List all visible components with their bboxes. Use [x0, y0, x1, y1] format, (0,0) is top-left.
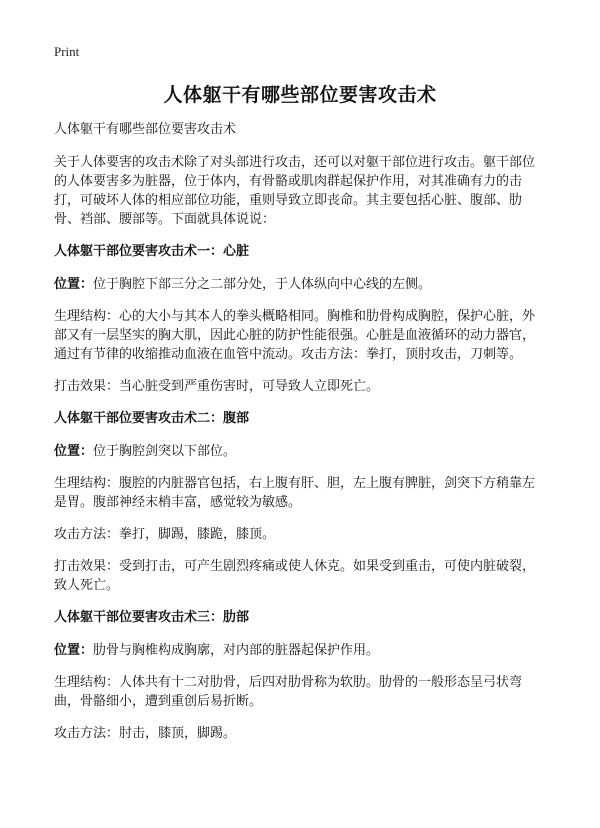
section-position-heart [54, 275, 546, 294]
section-effect-heart: 打击效果：当心脏受到严重伤害时，可导致人立即死亡。 [54, 379, 380, 394]
intro-paragraph: 关于人体要害的攻击术除了对头部进行攻击，还可以对躯干部位进行攻击。躯干部位的人体要害多为脏器，位于体内，有骨骼或肌肉群起保护作用，对其准确有力的击打，可破坏人体的相应部位功能，重则导致立即丧命。其主要包括心脏、腹部、肋骨、裆部、腰部等。下面就具体说说： [54, 155, 536, 227]
position-text: 肋骨与胸椎构成胸廓，对内部的脏器起保护作用。 [93, 643, 380, 658]
section-heading-ribs: 人体躯干部位要害攻击术三：肋部 [54, 610, 250, 625]
page-title: 人体躯干有哪些部位要害攻击术 [163, 84, 437, 106]
position-text: 位于胸腔剑突以下部位。 [93, 444, 237, 459]
print-link[interactable]: Print [54, 44, 80, 59]
position-label: 位置： [54, 277, 94, 292]
article-body [54, 120, 546, 756]
section-heading-heart: 人体躯干部位要害攻击术一：心脏 [54, 244, 250, 259]
section-heading-abdomen: 人体躯干部位要害攻击术二：腹部 [54, 411, 250, 426]
section-structure-heart: 生理结构：心的大小与其本人的拳头概略相同。胸椎和肋骨构成胸腔，保护心脏，外部又有一层坚实的胸大肌，因此心脏的防护性能很强。心脏是血液循环的动力器官，通过有节律的收缩推动血液在血管中流动。攻击方法：拳打，顶肘攻击，刀刺等。 [54, 309, 536, 362]
section-effect-abdomen: 打击效果：受到打击，可产生剧烈疼痛或使人休克。如果受到重击，可使内脏破裂，致人死亡。 [54, 559, 536, 593]
position-text: 位于胸腔下部三分之二部分处，于人体纵向中心线的左侧。 [93, 277, 432, 292]
section-position-abdomen [54, 442, 546, 461]
section-method-ribs: 攻击方法：肘击，膝顶，脚踢。 [54, 726, 237, 741]
position-label: 位置： [54, 444, 94, 459]
section-method-abdomen: 攻击方法：拳打，脚踢，膝跪，膝顶。 [54, 527, 276, 542]
position-label: 位置： [54, 643, 94, 658]
section-structure-ribs: 生理结构：人体共有十二对肋骨，后四对肋骨称为软肋。肋骨的一般形态呈弓状弯曲，骨骼细小，遭到重创后易折断。 [54, 675, 523, 709]
section-position-ribs [54, 641, 546, 660]
section-structure-abdomen: 生理结构：腹腔的内脏器官包括，右上腹有肝、胆，左上腹有脾脏，剑突下方稍靠左是胃。腹部神经末梢丰富，感觉较为敏感。 [54, 476, 536, 510]
article-subtitle: 人体躯干有哪些部位要害攻击术 [54, 122, 237, 137]
